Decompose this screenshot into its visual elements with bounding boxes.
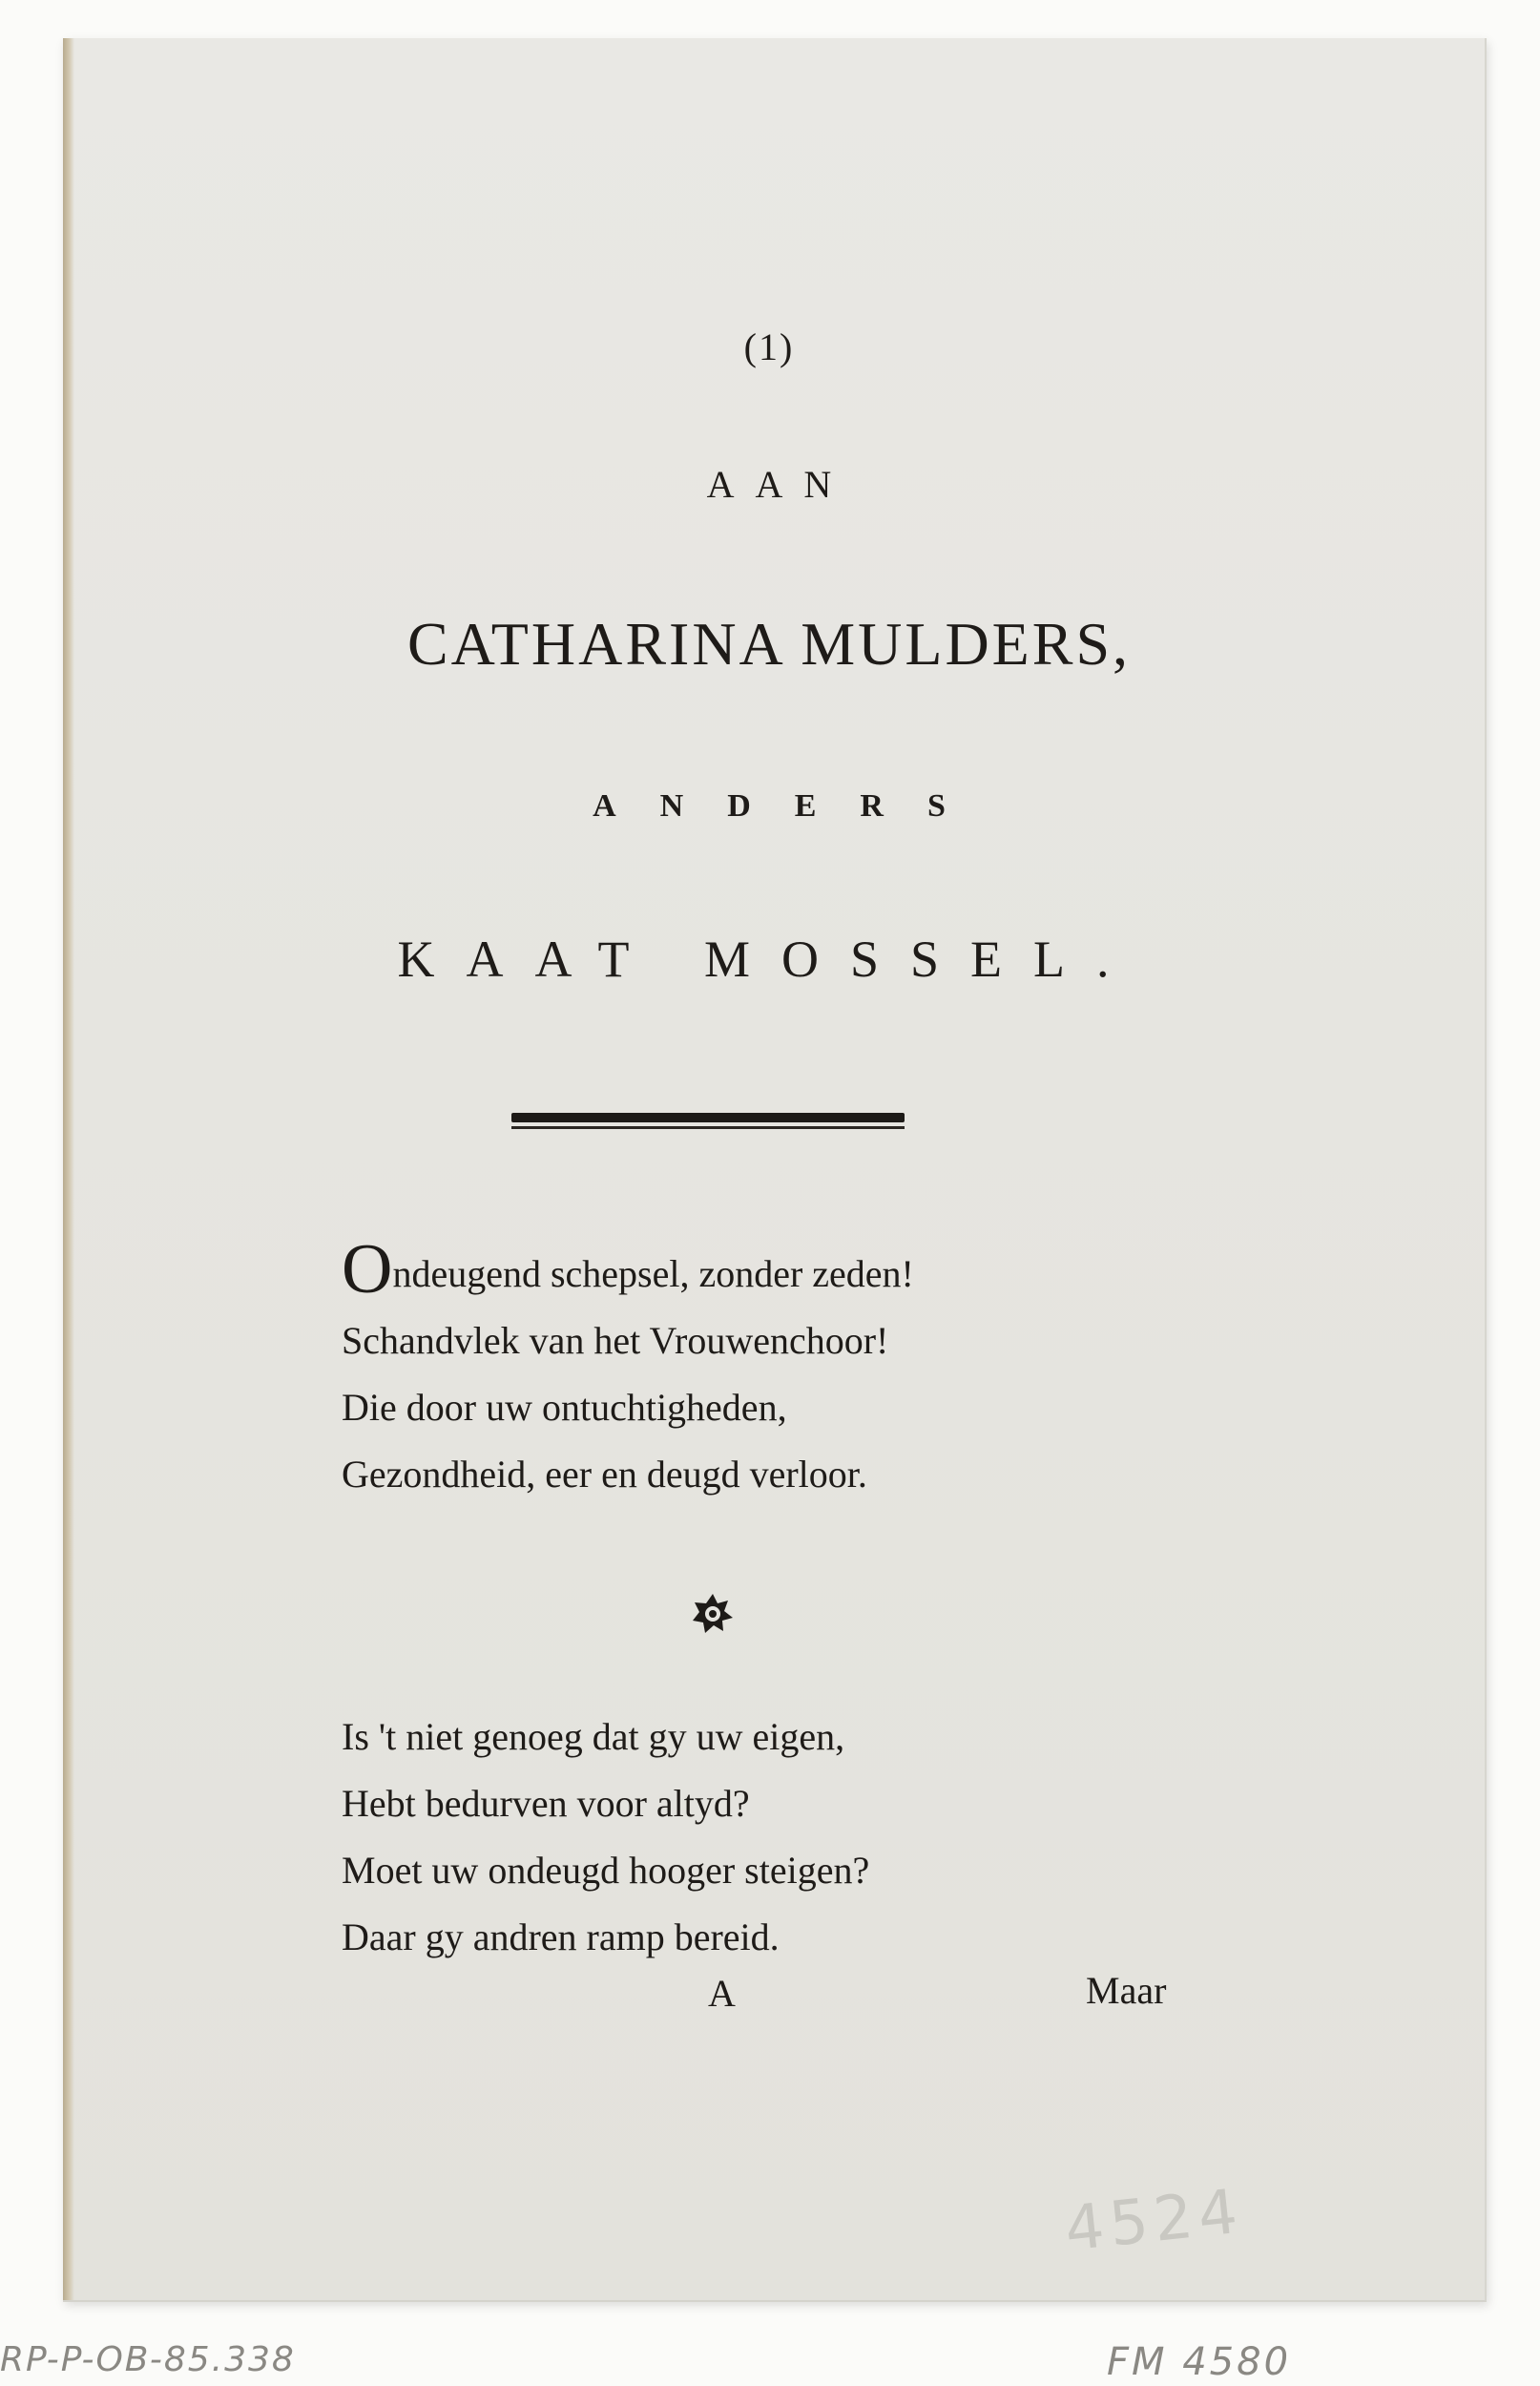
floral-fleuron-icon: [691, 1592, 735, 1636]
heading-anders: ANDERS: [593, 788, 989, 824]
drop-cap: O: [342, 1230, 393, 1308]
pencil-annotation: 4524: [1061, 2176, 1247, 2266]
heading-catharina-mulders: CATHARINA MULDERS,: [406, 610, 1132, 678]
verse-line: Schandvlek van het Vrouwenchoor!: [342, 1319, 889, 1362]
double-rule-divider: [511, 1113, 905, 1128]
stanza-2: [342, 1704, 869, 1971]
printed-page: [63, 38, 1487, 2302]
inventory-number-right: FM 4580: [1107, 2340, 1292, 2384]
verse-line: Die door uw ontuchtigheden,: [342, 1386, 787, 1429]
page-number: (1): [743, 325, 795, 368]
verse-line: Gezondheid, eer en deugd verloor.: [342, 1453, 867, 1496]
signature-mark: A: [708, 1972, 736, 2015]
inventory-number-left: RP-P-OB-85.338: [0, 2340, 296, 2379]
verse-line: Hebt bedurven voor altyd?: [342, 1782, 750, 1825]
stanza-1: [342, 1230, 914, 1508]
verse-line-text: ndeugend schepsel, zonder zeden!: [392, 1252, 914, 1295]
heading-aan: AAN: [706, 463, 853, 506]
verse-line: Daar gy andren ramp bereid.: [342, 1915, 780, 1958]
verse-line: Is 't niet genoeg dat gy uw eigen,: [342, 1715, 845, 1758]
catchword: Maar: [1086, 1969, 1167, 2012]
heading-kaat-mossel: KAAT MOSSEL.: [397, 931, 1141, 988]
verse-line: Moet uw ondeugd hooger steigen?: [342, 1849, 870, 1892]
verse-line: [342, 1230, 914, 1308]
